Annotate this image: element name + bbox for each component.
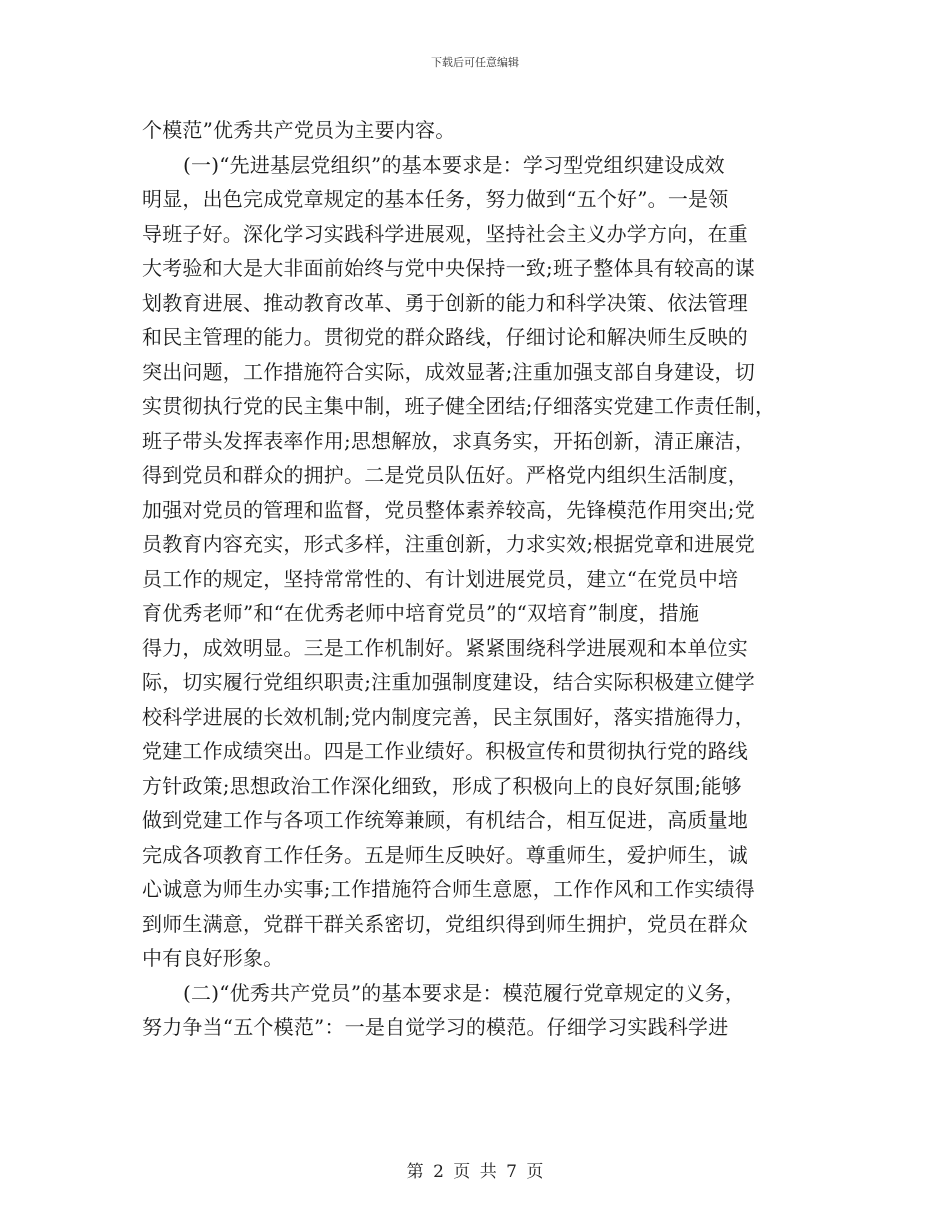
paragraph-start-line: (一)“先进基层党组织”的基本要求是：学习型党组织建设成效 — [183, 152, 725, 177]
text-line: 个模范”优秀共产党员为主要内容。 — [142, 118, 456, 142]
text-line: 到师生满意，党群干群关系密切，党组织得到师生拥护，党员在群众 — [142, 911, 748, 936]
text-line: 得力，成效明显。三是工作机制好。紧紧围绕科学进展观和本单位实 — [142, 635, 748, 660]
text-line: 划教育进展、推动教育改革、勇于创新的能力和科学决策、依法管理 — [142, 290, 748, 315]
text-line: 心诚意为师生办实事;工作措施符合师生意愿，工作作风和工作实绩得 — [142, 877, 755, 901]
text-line: 校科学进展的长效机制;党内制度完善，民主氛围好，落实措施得力， — [142, 704, 755, 729]
text-line: 大考验和大是大非面前始终与党中央保持一致;班子整体具有较高的谋 — [142, 256, 755, 280]
text-line: 做到党建工作与各项工作统筹兼顾，有机结合，相互促进，高质量地 — [142, 808, 748, 832]
paragraph-start-line: (二)“优秀共产党员”的基本要求是：模范履行党章规定的义务， — [183, 980, 746, 1005]
page-number: 第 2 页 共 7 页 — [406, 1162, 544, 1182]
text-line: 突出问题，工作措施符合实际，成效显著;注重加强支部自身建设，切 — [142, 359, 755, 384]
text-line: 导班子好。深化学习实践科学进展观，坚持社会主义办学方向，在重 — [142, 221, 748, 246]
page-header: 下载后可任意编辑 — [431, 56, 519, 69]
document-body — [142, 113, 822, 1045]
text-line: 完成各项教育工作任务。五是师生反映好。尊重师生，爱护师生，诚 — [142, 842, 748, 867]
text-line: 班子带头发挥表率作用;思想解放，求真务实，开拓创新，清正廉洁， — [142, 428, 755, 453]
text-line: 加强对党员的管理和监督，党员整体素养较高，先锋模范作用突出;党 — [142, 497, 755, 522]
text-line: 努力争当“五个模范”：一是自觉学习的模范。仔细学习实践科学进 — [142, 1015, 729, 1039]
text-line: 党建工作成绩突出。四是工作业绩好。积极宣传和贯彻执行党的路线 — [142, 739, 748, 763]
text-line: 中有良好形象。 — [142, 946, 284, 970]
text-line: 员教育内容充实，形式多样，注重创新，力求实效;根据党章和进展党 — [142, 532, 755, 556]
text-line: 明显，出色完成党章规定的基本任务，努力做到“五个好”。一是领 — [142, 187, 729, 211]
text-line: 育优秀老师”和“在优秀老师中培育党员”的“双培育”制度，措施 — [142, 601, 700, 625]
text-line: 际，切实履行党组织职责;注重加强制度建设，结合实际积极建立健学 — [142, 670, 755, 694]
text-line: 员工作的规定，坚持常常性的、有计划进展党员，建立“在党员中培 — [142, 566, 739, 591]
text-line: 方针政策;思想政治工作深化细致，形成了积极向上的良好氛围;能够 — [142, 773, 742, 798]
text-line: 得到党员和群众的拥护。二是党员队伍好。严格党内组织生活制度， — [142, 463, 748, 487]
text-line: 和民主管理的能力。贯彻党的群众路线，仔细讨论和解决师生反映的 — [142, 325, 748, 349]
text-line: 实贯彻执行党的民主集中制，班子健全团结;仔细落实党建工作责任制， — [142, 394, 776, 418]
